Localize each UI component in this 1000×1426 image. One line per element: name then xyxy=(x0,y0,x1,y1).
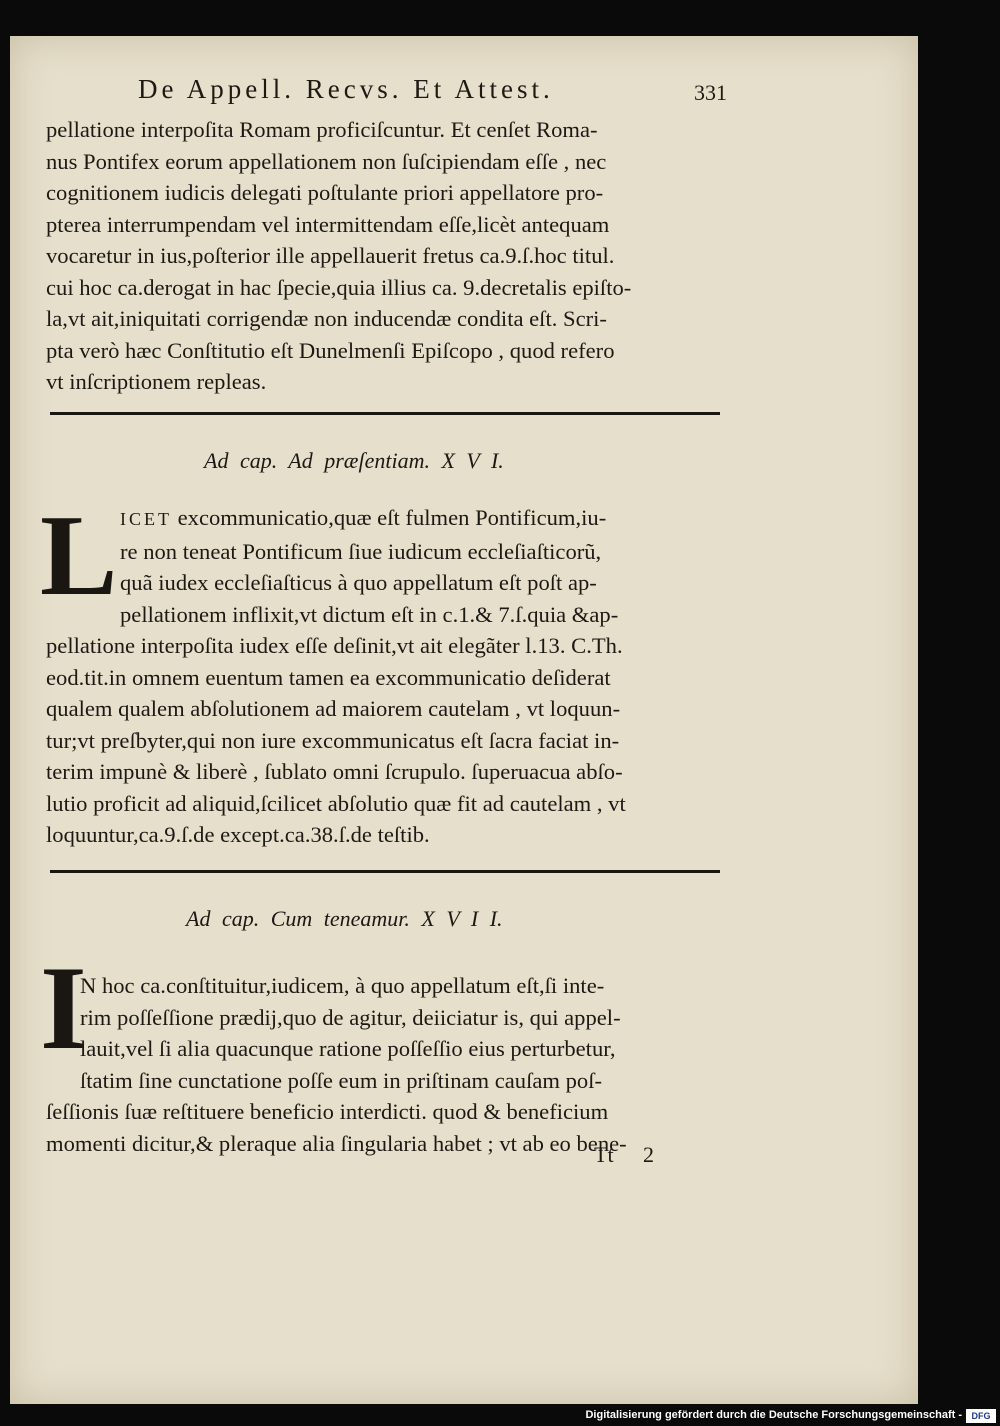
text-line: pellationem inflixit,vt dictum eſt in c.1.& 7.ſ.quia &ap- xyxy=(120,601,619,627)
text-line: cui hoc ca.derogat in hac ſpecie,quia illius ca. 9.decretalis epiſto- xyxy=(46,274,632,300)
chapter-heading-xvi: Ad cap. Ad præſentiam. X V I. xyxy=(204,448,504,473)
text-line: rim poſſeſſione prædij,quo de agitur, deiiciatur is, qui appel- xyxy=(80,1004,621,1030)
text-line: pellatione interpoſita Romam proficiſcuntur. Et cenſet Roma- xyxy=(46,117,598,142)
text-line: pellatione interpoſita iudex eſſe deſinit,vt ait elegãter l.13. C.Th. xyxy=(46,633,623,658)
drop-capital-l: L xyxy=(40,492,118,620)
dfg-logo: DFG xyxy=(966,1409,996,1423)
text-line: vt inſcriptionem repleas. xyxy=(46,369,267,394)
drop-capital-i: I xyxy=(40,941,87,1074)
text-line xyxy=(46,502,736,536)
page-number: 331 xyxy=(694,80,727,105)
running-title: De Appell. Recvs. Et Attest. xyxy=(138,74,554,104)
book-page xyxy=(10,36,918,1404)
text-line: terim impunè & liberè , ſublato omni ſcrupulo. ſuperuacua abſo- xyxy=(46,759,623,784)
text-line: nus Pontifex eorum appellationem non ſuſcipiendam eſſe , nec xyxy=(46,148,607,174)
text-line: loquuntur,ca.9.ſ.de except.ca.38.ſ.de teſtib. xyxy=(46,822,430,847)
text-line: quã iudex eccleſiaſticus à quo appellatum eſt poſt ap- xyxy=(120,570,597,595)
signature-mark: Tt 2 xyxy=(594,1142,655,1167)
lead-word: ICET xyxy=(120,509,172,529)
chapter-heading-xvii: Ad cap. Cum teneamur. X V I I. xyxy=(186,906,503,931)
text-line: lauit,vel ſi alia quacunque ratione poſſeſſio eius perturbetur, xyxy=(80,1036,616,1061)
text-line: tur;vt preſbyter,qui non iure excommunicatus eſt ſacra faciat in- xyxy=(46,727,620,753)
text-line: cognitionem iudicis delegati poſtulante priori appellatore pro- xyxy=(46,180,604,205)
text-line: ſtatim ſine cunctatione poſſe eum in priſtinam cauſam poſ- xyxy=(80,1067,603,1093)
text-line: eod.tit.in omnem euentum tamen ea excommunicatio deſiderat xyxy=(46,664,611,690)
section-divider xyxy=(50,870,720,873)
digitization-credit: Digitalisierung gefördert durch die Deutsche Forschungsgemeinschaft - xyxy=(585,1409,962,1421)
text-line: N hoc ca.conſtituitur,iudicem, à quo appellatum eſt,ſi inte- xyxy=(80,973,605,998)
text-line-rest: excommunicatio,quæ eſt fulmen Pontificum,iu- xyxy=(172,505,607,530)
text-line: ſeſſionis ſuæ reſtituere beneficio interdicti. quod & beneficium xyxy=(46,1099,609,1124)
paragraph-xvii xyxy=(46,970,736,1159)
section-divider xyxy=(50,412,720,415)
text-line: vocaretur in ius,poſterior ille appellauerit fretus ca.9.ſ.hoc titul. xyxy=(46,243,615,268)
text-line: qualem qualem abſolutionem ad maiorem cautelam , vt loquun- xyxy=(46,696,621,721)
text-line: lutio proficit ad aliquid,ſcilicet abſolutio quæ fit ad cautelam , vt xyxy=(46,790,626,816)
paragraph-xvi xyxy=(46,502,736,851)
text-line: la,vt ait,iniquitati corrigendæ non inducendæ condita eſt. Scri- xyxy=(46,306,607,331)
text-line: momenti dicitur,& pleraque alia ſingularia habet ; vt ab eo bene- xyxy=(46,1130,627,1156)
text-line: re non teneat Pontificum ſiue iudicum eccleſiaſticorũ, xyxy=(120,538,602,564)
text-line: pterea interrumpendam vel intermittendam eſſe,licèt antequam xyxy=(46,211,610,237)
paragraph-continuation xyxy=(46,114,736,398)
text-line: pta verò hæc Conſtitutio eſt Dunelmenſi Epiſcopo , quod refero xyxy=(46,337,615,363)
